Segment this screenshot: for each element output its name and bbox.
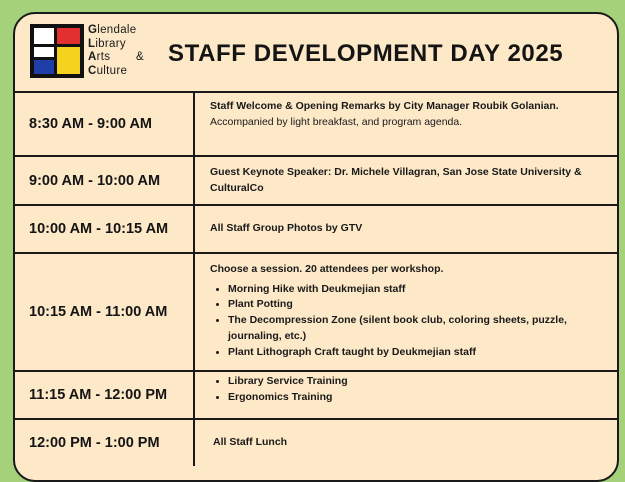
- session-description: [195, 420, 619, 466]
- logo-red-block: [57, 28, 80, 44]
- session-title: All Staff Group Photos by GTV: [210, 222, 363, 235]
- time-slot: 11:15 AM - 12:00 PM: [15, 372, 195, 418]
- session-title: All Staff Lunch: [213, 436, 288, 449]
- session-option: • Morning Hike with Deukmejian staff: [228, 282, 611, 298]
- session-title: Choose a session. 20 attendees per workshop.: [210, 263, 444, 275]
- session-option: • Plant Lithograph Craft taught by Deukmejian staff: [228, 345, 611, 361]
- session-option: • The Decompression Zone (silent book club, coloring sheets, puzzle, journaling, etc.): [228, 313, 611, 345]
- glendale-library-logo: [30, 24, 84, 78]
- session-options-list: [210, 374, 611, 406]
- logo-word: Arts: [88, 51, 111, 63]
- session-title: Staff Welcome & Opening Remarks by City Manager Roubik Golanian.: [210, 100, 559, 112]
- logo-word: Glendale: [88, 24, 137, 36]
- logo-wordmark: [88, 24, 144, 78]
- session-title: Guest Keynote Speaker: Dr. Michele Villagran, San Jose State University & CulturalCo: [210, 166, 582, 194]
- session-description: [195, 157, 619, 204]
- session-description: [195, 206, 619, 252]
- schedule-table: [15, 91, 619, 466]
- time-slot: 8:30 AM - 9:00 AM: [15, 93, 195, 155]
- session-description: [195, 254, 619, 370]
- header: [15, 14, 617, 92]
- schedule-row: [15, 252, 619, 370]
- logo-word: Culture: [88, 64, 128, 77]
- schedule-row: [15, 370, 619, 418]
- logo-line: [88, 38, 144, 52]
- schedule-row: [15, 91, 619, 155]
- logo-ampersand: &: [136, 51, 144, 63]
- logo-white-block: [34, 28, 54, 44]
- page-title: STAFF DEVELOPMENT DAY 2025: [168, 40, 564, 67]
- time-slot: 10:00 AM - 10:15 AM: [15, 206, 195, 252]
- session-option: • Ergonomics Training: [228, 390, 611, 406]
- schedule-row: [15, 418, 619, 466]
- session-description: [195, 93, 619, 155]
- time-slot: 10:15 AM - 11:00 AM: [15, 254, 195, 370]
- session-option: • Plant Potting: [228, 297, 611, 313]
- schedule-row: [15, 204, 619, 252]
- logo-yellow-block: [57, 47, 80, 74]
- logo-line: [88, 24, 144, 38]
- logo-word: Library: [88, 37, 126, 50]
- time-slot: 9:00 AM - 10:00 AM: [15, 157, 195, 204]
- schedule-card: [13, 12, 619, 482]
- logo-line: [88, 51, 144, 65]
- session-description: [195, 372, 619, 418]
- schedule-row: [15, 155, 619, 204]
- session-options-list: [210, 282, 611, 361]
- time-slot: 12:00 PM - 1:00 PM: [15, 420, 195, 466]
- logo-blue-block: [34, 60, 54, 74]
- session-note: Accompanied by light breakfast, and program agenda.: [210, 115, 463, 128]
- logo-line: [88, 65, 144, 79]
- logo-white-block: [34, 47, 54, 57]
- session-option: • Library Service Training: [228, 374, 611, 390]
